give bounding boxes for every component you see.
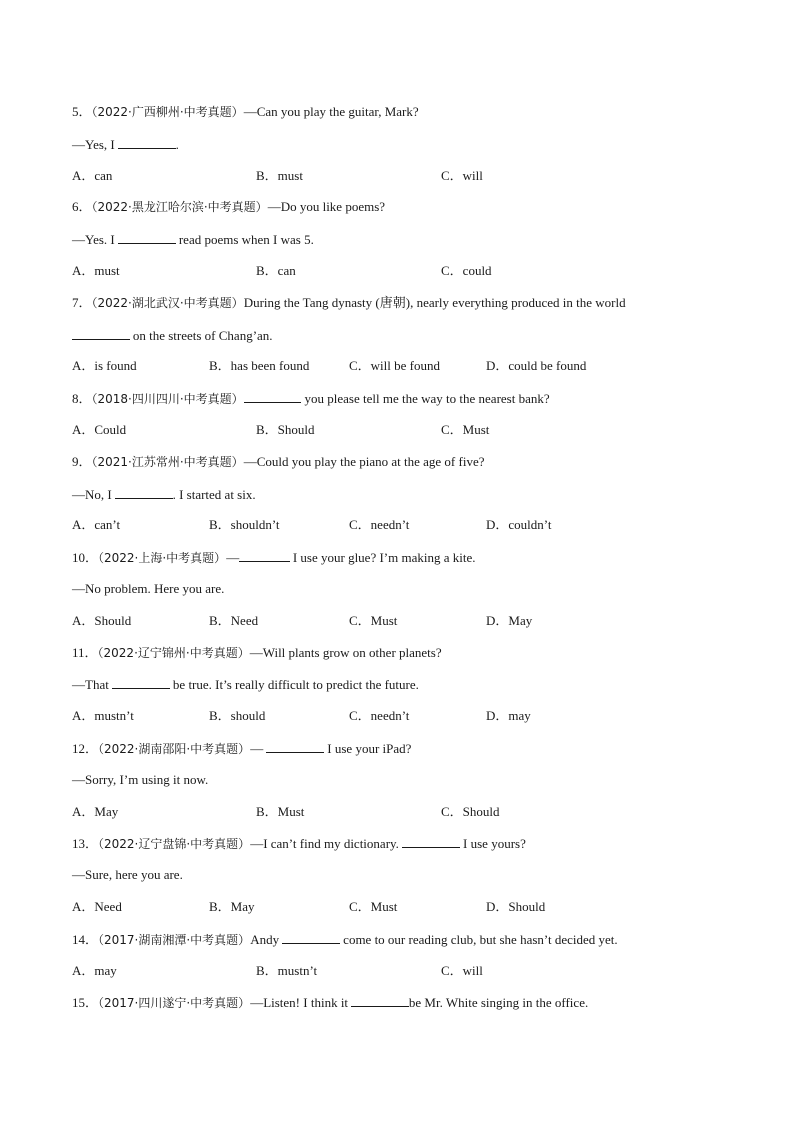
answer-option-c[interactable]: C．will xyxy=(441,962,483,978)
answer-option-c[interactable]: C．needn’t xyxy=(349,708,410,724)
answer-option-a[interactable]: A．can’t xyxy=(72,517,121,533)
question-source: （2018·四川四川·中考真题） xyxy=(91,392,244,407)
question-source: （2022·广西柳州·中考真题） xyxy=(91,105,244,119)
answer-option-c[interactable]: C．will xyxy=(441,167,483,183)
answer-blank xyxy=(72,327,130,340)
stem-text: —Sure, here you are. xyxy=(72,867,183,883)
answer-option-b[interactable]: B．must xyxy=(256,167,303,183)
answer-blank xyxy=(115,486,173,499)
question-number: 8． xyxy=(72,391,92,407)
stem-text: — xyxy=(226,550,240,566)
question-number: 7． xyxy=(72,294,92,310)
stem-text: be Mr. White singing in the office. xyxy=(408,995,589,1011)
question-number: 14． xyxy=(72,931,99,947)
answer-blank xyxy=(402,835,460,848)
stem-text: . xyxy=(175,136,179,152)
question-stem xyxy=(72,931,732,947)
options-row xyxy=(72,613,732,629)
answer-option-c[interactable]: C．will be found xyxy=(349,358,440,374)
answer-option-b[interactable]: B．shouldn’t xyxy=(209,517,280,533)
answer-blank xyxy=(118,136,176,149)
stem-text: —Could you play the piano at the age of five? xyxy=(243,453,485,469)
answer-option-d[interactable]: D．Should xyxy=(486,899,546,914)
stem-text: —Listen! I think it xyxy=(250,995,352,1011)
answer-option-c[interactable]: C．Must xyxy=(349,612,398,628)
question-source: （2017·湖南湘潭·中考真题） xyxy=(98,932,251,947)
answer-option-d[interactable]: D．May xyxy=(486,612,533,628)
answer-blank xyxy=(266,740,324,753)
answer-option-a[interactable]: A．Could xyxy=(72,422,127,437)
answer-blank xyxy=(244,390,302,403)
answer-option-b[interactable]: B．Need xyxy=(209,612,259,628)
stem-text: —That xyxy=(72,677,113,693)
question-number: 10． xyxy=(72,550,99,566)
answer-option-b[interactable]: B．mustn’t xyxy=(256,962,318,978)
options-row xyxy=(72,804,732,820)
answer-blank xyxy=(239,549,289,562)
question-stem xyxy=(72,104,732,120)
answer-option-b[interactable]: B．can xyxy=(256,263,296,278)
stem-text: I use yours? xyxy=(459,836,526,852)
answer-option-a[interactable]: A．May xyxy=(72,803,119,819)
answer-option-b[interactable]: B．should xyxy=(209,708,266,724)
answer-option-a[interactable]: A．is found xyxy=(72,358,137,374)
question-source: （2022·上海·中考真题） xyxy=(98,551,227,566)
answer-option-c[interactable]: C．could xyxy=(441,263,492,278)
question-stem xyxy=(72,454,732,470)
options-row xyxy=(72,168,732,184)
answer-option-a[interactable]: A．Should xyxy=(72,612,132,628)
options-row xyxy=(72,517,732,533)
stem-text: During the Tang dynasty (唐朝), nearly everything produced in the world xyxy=(243,294,626,310)
answer-option-b[interactable]: B．has been found xyxy=(209,358,310,374)
stem-text: I use your iPad? xyxy=(324,741,412,756)
answer-option-c[interactable]: C．needn’t xyxy=(349,517,410,533)
question-number: 13． xyxy=(72,836,99,852)
stem-text: —Sorry, I’m using it now. xyxy=(72,771,209,787)
question-stem xyxy=(72,390,732,406)
question-source: （2022·辽宁盘锦·中考真题） xyxy=(98,837,251,852)
question-stem-continuation xyxy=(72,231,732,247)
options-row xyxy=(72,358,732,374)
stem-text: —Yes, I xyxy=(72,136,118,152)
answer-option-c[interactable]: C．Must xyxy=(441,422,490,437)
question-source: （2022·黑龙江哈尔滨·中考真题） xyxy=(91,200,268,215)
question-stem xyxy=(72,740,732,756)
question-source: （2022·湖北武汉·中考真题） xyxy=(91,295,244,310)
stem-text: . I started at six. xyxy=(172,486,256,502)
answer-blank xyxy=(282,931,340,944)
answer-option-a[interactable]: A．must xyxy=(72,263,120,278)
question-stem-continuation xyxy=(72,676,732,692)
question-stem-continuation xyxy=(72,327,732,343)
question-number: 5． xyxy=(72,104,92,119)
stem-text: —No, I xyxy=(72,486,115,502)
question-stem-continuation xyxy=(72,581,732,597)
answer-blank xyxy=(112,676,170,689)
answer-option-d[interactable]: D．may xyxy=(486,708,531,724)
stem-text: — xyxy=(250,741,267,756)
stem-text: on the streets of Chang’an. xyxy=(129,327,273,343)
answer-blank xyxy=(118,231,176,244)
question-source: （2022·辽宁锦州·中考真题） xyxy=(97,645,250,660)
answer-option-b[interactable]: B．Should xyxy=(256,422,315,437)
question-stem xyxy=(72,645,732,661)
options-row xyxy=(72,422,732,438)
question-number: 6． xyxy=(72,199,92,215)
question-stem xyxy=(72,549,732,565)
stem-text: Andy xyxy=(250,931,283,947)
answer-option-b[interactable]: B．May xyxy=(209,899,255,914)
answer-option-d[interactable]: D．couldn’t xyxy=(486,517,552,533)
question-source: （2021·江苏常州·中考真题） xyxy=(91,454,244,469)
answer-option-d[interactable]: D．could be found xyxy=(486,358,587,374)
stem-text: —No problem. Here you are. xyxy=(72,581,225,596)
options-row xyxy=(72,708,732,724)
question-stem-continuation xyxy=(72,486,732,502)
question-number: 11． xyxy=(72,644,98,660)
stem-text: read poems when I was 5. xyxy=(175,232,314,248)
question-stem-continuation xyxy=(72,136,732,152)
stem-text: be true. It’s really difficult to predict the future. xyxy=(169,677,419,693)
stem-text: —Do you like poems? xyxy=(267,199,386,215)
question-stem-continuation xyxy=(72,772,732,788)
question-stem xyxy=(72,835,732,851)
answer-option-a[interactable]: A．Need xyxy=(72,899,122,914)
question-number: 15． xyxy=(72,995,99,1011)
stem-text: —I can’t find my dictionary. xyxy=(250,836,403,852)
options-row xyxy=(72,899,732,915)
stem-text: I use your glue? I’m making a kite. xyxy=(289,550,476,566)
answer-option-a[interactable]: A．can xyxy=(72,167,113,183)
answer-option-b[interactable]: B．Must xyxy=(256,803,305,819)
question-stem xyxy=(72,994,732,1010)
question-stem-continuation xyxy=(72,867,732,883)
options-row xyxy=(72,963,732,979)
answer-blank xyxy=(351,994,409,1007)
options-row xyxy=(72,263,732,279)
question-source: （2022·湖南邵阳·中考真题） xyxy=(98,742,251,756)
stem-text: you please tell me the way to the nearest bank? xyxy=(301,391,550,407)
question-number: 12． xyxy=(72,741,99,756)
answer-option-c[interactable]: C．Must xyxy=(349,899,398,914)
answer-option-a[interactable]: A．may xyxy=(72,962,117,978)
stem-text: come to our reading club, but she hasn’t decided yet. xyxy=(339,931,618,947)
question-number: 9． xyxy=(72,453,92,469)
answer-option-a[interactable]: A．mustn’t xyxy=(72,708,134,724)
stem-text: —Will plants grow on other planets? xyxy=(249,644,442,660)
stem-text: —Can you play the guitar, Mark? xyxy=(243,104,419,119)
question-source: （2017·四川遂宁·中考真题） xyxy=(98,996,251,1011)
question-stem xyxy=(72,199,732,215)
question-stem xyxy=(72,295,732,311)
answer-option-c[interactable]: C．Should xyxy=(441,803,500,819)
stem-text: —Yes. I xyxy=(72,232,118,248)
